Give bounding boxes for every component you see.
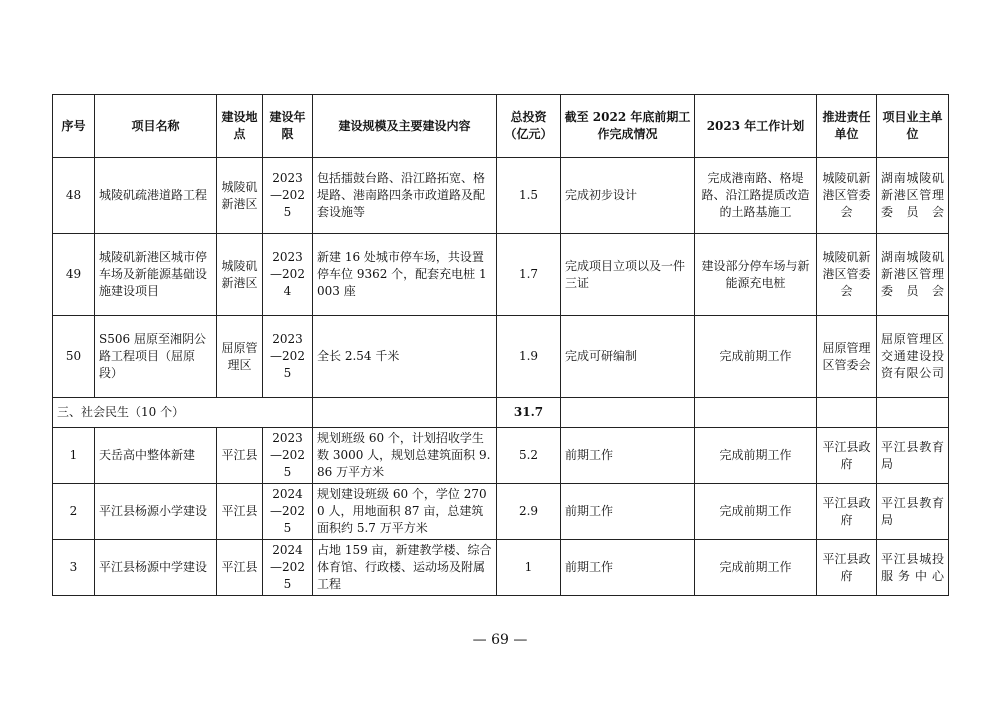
cell-location: 城陵矶新港区 <box>217 158 263 234</box>
cell-investment: 2.9 <box>497 484 561 540</box>
cell-serial: 3 <box>53 540 95 596</box>
cell-serial: 49 <box>53 234 95 316</box>
cell-content: 新建 16 处城市停车场，共设置停车位 9362 个，配套充电桩 1003 座 <box>313 234 497 316</box>
section-row <box>53 398 949 428</box>
cell-project-name: 天岳高中整体新建 <box>95 428 217 484</box>
cell-owner: 平江县城投服务中心 <box>877 540 949 596</box>
cell-plan: 完成港南路、格堤路、沿江路提质改造的土路基施工 <box>695 158 817 234</box>
cell-investment: 1.7 <box>497 234 561 316</box>
header-plan: 2023 年工作计划 <box>695 95 817 158</box>
cell-years: 2023—2025 <box>263 428 313 484</box>
table-row <box>53 428 949 484</box>
cell-years: 2024—2025 <box>263 484 313 540</box>
cell-project-name: 城陵矶新港区城市停车场及新能源基础设施建设项目 <box>95 234 217 316</box>
cell-location: 城陵矶新港区 <box>217 234 263 316</box>
table-row <box>53 316 949 398</box>
cell-plan: 建设部分停车场与新能源充电桩 <box>695 234 817 316</box>
section-title: 三、社会民生（10 个） <box>53 398 313 428</box>
section-empty-owner <box>877 398 949 428</box>
cell-responsible: 城陵矶新港区管委会 <box>817 234 877 316</box>
header-serial: 序号 <box>53 95 95 158</box>
cell-content: 占地 159 亩，新建教学楼、综合体育馆、行政楼、运动场及附属工程 <box>313 540 497 596</box>
section-empty-responsible <box>817 398 877 428</box>
table-header-row <box>53 95 949 158</box>
cell-investment: 1.5 <box>497 158 561 234</box>
section-empty-plan <box>695 398 817 428</box>
cell-investment: 1 <box>497 540 561 596</box>
header-progress: 截至 2022 年底前期工作完成情况 <box>561 95 695 158</box>
cell-serial: 50 <box>53 316 95 398</box>
header-location: 建设地点 <box>217 95 263 158</box>
cell-investment: 5.2 <box>497 428 561 484</box>
header-responsible: 推进责任单位 <box>817 95 877 158</box>
cell-responsible: 屈原管理区管委会 <box>817 316 877 398</box>
table-row <box>53 484 949 540</box>
cell-progress: 完成项目立项以及一件三证 <box>561 234 695 316</box>
cell-location: 平江县 <box>217 484 263 540</box>
section-total-investment: 31.7 <box>497 398 561 428</box>
cell-location: 平江县 <box>217 540 263 596</box>
cell-progress: 前期工作 <box>561 428 695 484</box>
cell-owner: 湖南城陵矶新港区管理委员会 <box>877 158 949 234</box>
cell-content: 全长 2.54 千米 <box>313 316 497 398</box>
cell-content: 规划建设班级 60 个，学位 2700 人，用地面积 87 亩，总建筑面积约 5.7 万平方米 <box>313 484 497 540</box>
header-investment: 总投资（亿元） <box>497 95 561 158</box>
table-row <box>53 540 949 596</box>
cell-content: 规划班级 60 个，计划招收学生数 3000 人，规划总建筑面积 9.86 万平方米 <box>313 428 497 484</box>
header-years: 建设年限 <box>263 95 313 158</box>
cell-progress: 完成初步设计 <box>561 158 695 234</box>
cell-serial: 1 <box>53 428 95 484</box>
table-row <box>53 158 949 234</box>
cell-responsible: 城陵矶新港区管委会 <box>817 158 877 234</box>
cell-project-name: 平江县杨源小学建设 <box>95 484 217 540</box>
cell-owner: 屈原管理区交通建设投资有限公司 <box>877 316 949 398</box>
header-project-name: 项目名称 <box>95 95 217 158</box>
header-owner: 项目业主单位 <box>877 95 949 158</box>
section-empty-content <box>313 398 497 428</box>
cell-responsible: 平江县政府 <box>817 484 877 540</box>
cell-serial: 2 <box>53 484 95 540</box>
project-table <box>52 94 949 596</box>
cell-project-name: S506 屈原至湘阴公路工程项目（屈原段） <box>95 316 217 398</box>
page-number: — 69 — <box>472 632 528 648</box>
cell-responsible: 平江县政府 <box>817 428 877 484</box>
cell-owner: 平江县教育局 <box>877 428 949 484</box>
cell-owner: 平江县教育局 <box>877 484 949 540</box>
cell-owner: 湖南城陵矶新港区管理委员会 <box>877 234 949 316</box>
cell-years: 2023—2024 <box>263 234 313 316</box>
cell-responsible: 平江县政府 <box>817 540 877 596</box>
cell-investment: 1.9 <box>497 316 561 398</box>
header-content: 建设规模及主要建设内容 <box>313 95 497 158</box>
cell-plan: 完成前期工作 <box>695 316 817 398</box>
cell-years: 2023—2025 <box>263 316 313 398</box>
table-row <box>53 234 949 316</box>
cell-location: 平江县 <box>217 428 263 484</box>
cell-project-name: 平江县杨源中学建设 <box>95 540 217 596</box>
section-empty-progress <box>561 398 695 428</box>
cell-plan: 完成前期工作 <box>695 484 817 540</box>
cell-years: 2023—2025 <box>263 158 313 234</box>
cell-plan: 完成前期工作 <box>695 540 817 596</box>
cell-content: 包括擂鼓台路、沿江路拓宽、格堤路、港南路四条市政道路及配套设施等 <box>313 158 497 234</box>
cell-project-name: 城陵矶疏港道路工程 <box>95 158 217 234</box>
cell-progress: 前期工作 <box>561 484 695 540</box>
cell-years: 2024—2025 <box>263 540 313 596</box>
cell-serial: 48 <box>53 158 95 234</box>
cell-progress: 前期工作 <box>561 540 695 596</box>
cell-location: 屈原管理区 <box>217 316 263 398</box>
cell-plan: 完成前期工作 <box>695 428 817 484</box>
cell-progress: 完成可研编制 <box>561 316 695 398</box>
